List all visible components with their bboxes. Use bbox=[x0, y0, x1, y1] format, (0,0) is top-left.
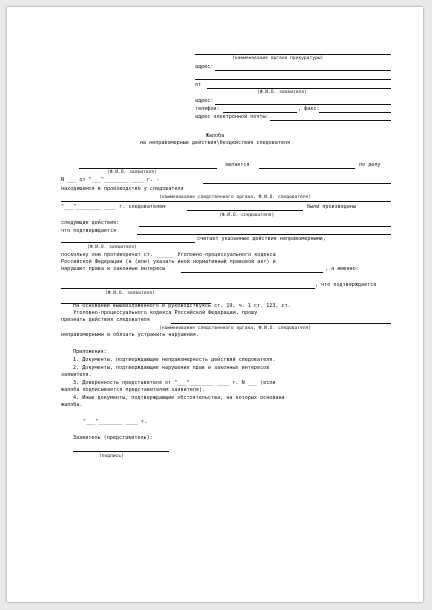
code-text: Уголовно-процессуального кодекса Российской Федерации, прошу bbox=[61, 310, 258, 316]
recognize-text: признать действия следователя bbox=[61, 317, 150, 323]
federation-text: Российской Федерации (и (или) указать иной нормативный правовой акт) и bbox=[61, 259, 276, 265]
attachments-heading: Приложения: bbox=[73, 349, 107, 355]
fax-line bbox=[319, 112, 391, 113]
cap-investigator-org: (наименование следственного органа, Ф.И.О. следователя) bbox=[159, 195, 312, 200]
email-line bbox=[270, 120, 391, 121]
fax-label: , факс: bbox=[298, 106, 320, 112]
violate-rights-text: нарушают права и законные интересы bbox=[61, 266, 166, 272]
applicant-line-2 bbox=[61, 242, 195, 243]
rights-line bbox=[181, 272, 323, 273]
complaint-date: "___"________ ____ г. bbox=[83, 419, 148, 425]
recognize-line bbox=[171, 323, 391, 324]
contradict-text: поскольку они противоречат ст. ______ Уголовно-процессуального кодекса bbox=[61, 252, 276, 258]
address-line bbox=[215, 70, 391, 71]
applicant-caption: (Ф.И.О. заявителя) bbox=[257, 90, 307, 95]
case-no-line bbox=[203, 183, 391, 184]
phone-line bbox=[223, 112, 297, 113]
investigator-org-line bbox=[61, 201, 391, 202]
attachment-item-4-cont: жалоба. bbox=[61, 402, 83, 408]
confirmed-text-2: , что подтверждается bbox=[315, 282, 377, 288]
attachment-item-1: 1. Документы, подтверждающие неправомерность действий следователя. bbox=[73, 357, 276, 363]
title-line-2: на неправомерные действия\бездействия следователя bbox=[139, 140, 291, 146]
cap-applicant: (Ф.И.О. заявителя) bbox=[107, 170, 157, 175]
address-label-2: адрес: bbox=[195, 98, 214, 104]
address-line-3 bbox=[215, 104, 391, 105]
phone-label: телефон: bbox=[195, 106, 220, 112]
attachment-item-4: 4. Иные документы, подтверждающие обстоятельства, на которых основана bbox=[73, 395, 285, 401]
signature-line bbox=[73, 451, 169, 452]
actions-line bbox=[139, 226, 391, 227]
case-text: по делу bbox=[359, 162, 381, 168]
signer-label: Заявитель (представитель): bbox=[73, 435, 153, 441]
considers-text: считает указанные действия неправомерными, bbox=[197, 236, 326, 242]
from-label: от bbox=[195, 82, 202, 88]
based-on-text: На основании вышеизложенного и руководствуясь ст. 19, ч. 1 ст. 123, ст. bbox=[73, 303, 291, 309]
is-text: является bbox=[225, 162, 250, 168]
cap-investigator: (Ф.И.О. следователя) bbox=[219, 213, 275, 218]
unlawful-text: неправомерными и обязать устранить нарушения. bbox=[61, 332, 200, 338]
address-label: адрес: bbox=[195, 64, 214, 70]
attachment-item-3: 3. Доверенность представителя от "___"________ ____ г. N ___ (если bbox=[73, 380, 276, 386]
cap-investigator-org-2: (наименование следственного органа, Ф.И.О. следователя) bbox=[159, 326, 312, 331]
document-page bbox=[7, 7, 423, 602]
case-no-text: N ___ от "___"________ ____ г. - bbox=[61, 177, 160, 183]
email-label: адрес электронной почты: bbox=[195, 114, 269, 120]
cap-applicant-3: (Ф.И.О. заявителя) bbox=[105, 291, 155, 296]
title-line-1: Жалоба bbox=[205, 133, 225, 139]
following-actions-text: следующие действия: bbox=[61, 220, 120, 226]
cap-applicant-2: (Ф.И.О. заявителя) bbox=[87, 245, 137, 250]
confirmed-line bbox=[137, 234, 391, 235]
signature-caption: (подпись) bbox=[99, 454, 124, 459]
in-proceedings-text: находящемся в производстве у следователя bbox=[61, 186, 184, 192]
date-investigator-text: "___"________ ____ г. следователем bbox=[61, 204, 166, 210]
attachment-item-2-cont: заявителя. bbox=[61, 372, 92, 378]
prosecutor-org-caption: (наименование органа прокуратуры) bbox=[232, 56, 324, 61]
attachment-item-2: 2. Документы, подтверждающие нарушение прав и законных интересов bbox=[73, 365, 270, 371]
namely-line bbox=[61, 288, 315, 289]
were-done-text: были произведены bbox=[307, 204, 357, 210]
confirmed-text: что подтверждается bbox=[61, 228, 117, 234]
investigator-line bbox=[187, 210, 303, 211]
attachment-item-3-cont: жалоба подписывается представителем заявителя). bbox=[61, 387, 206, 393]
address-line-2 bbox=[195, 79, 391, 80]
namely-text: , а именно: bbox=[325, 266, 359, 272]
status-line bbox=[259, 168, 355, 169]
